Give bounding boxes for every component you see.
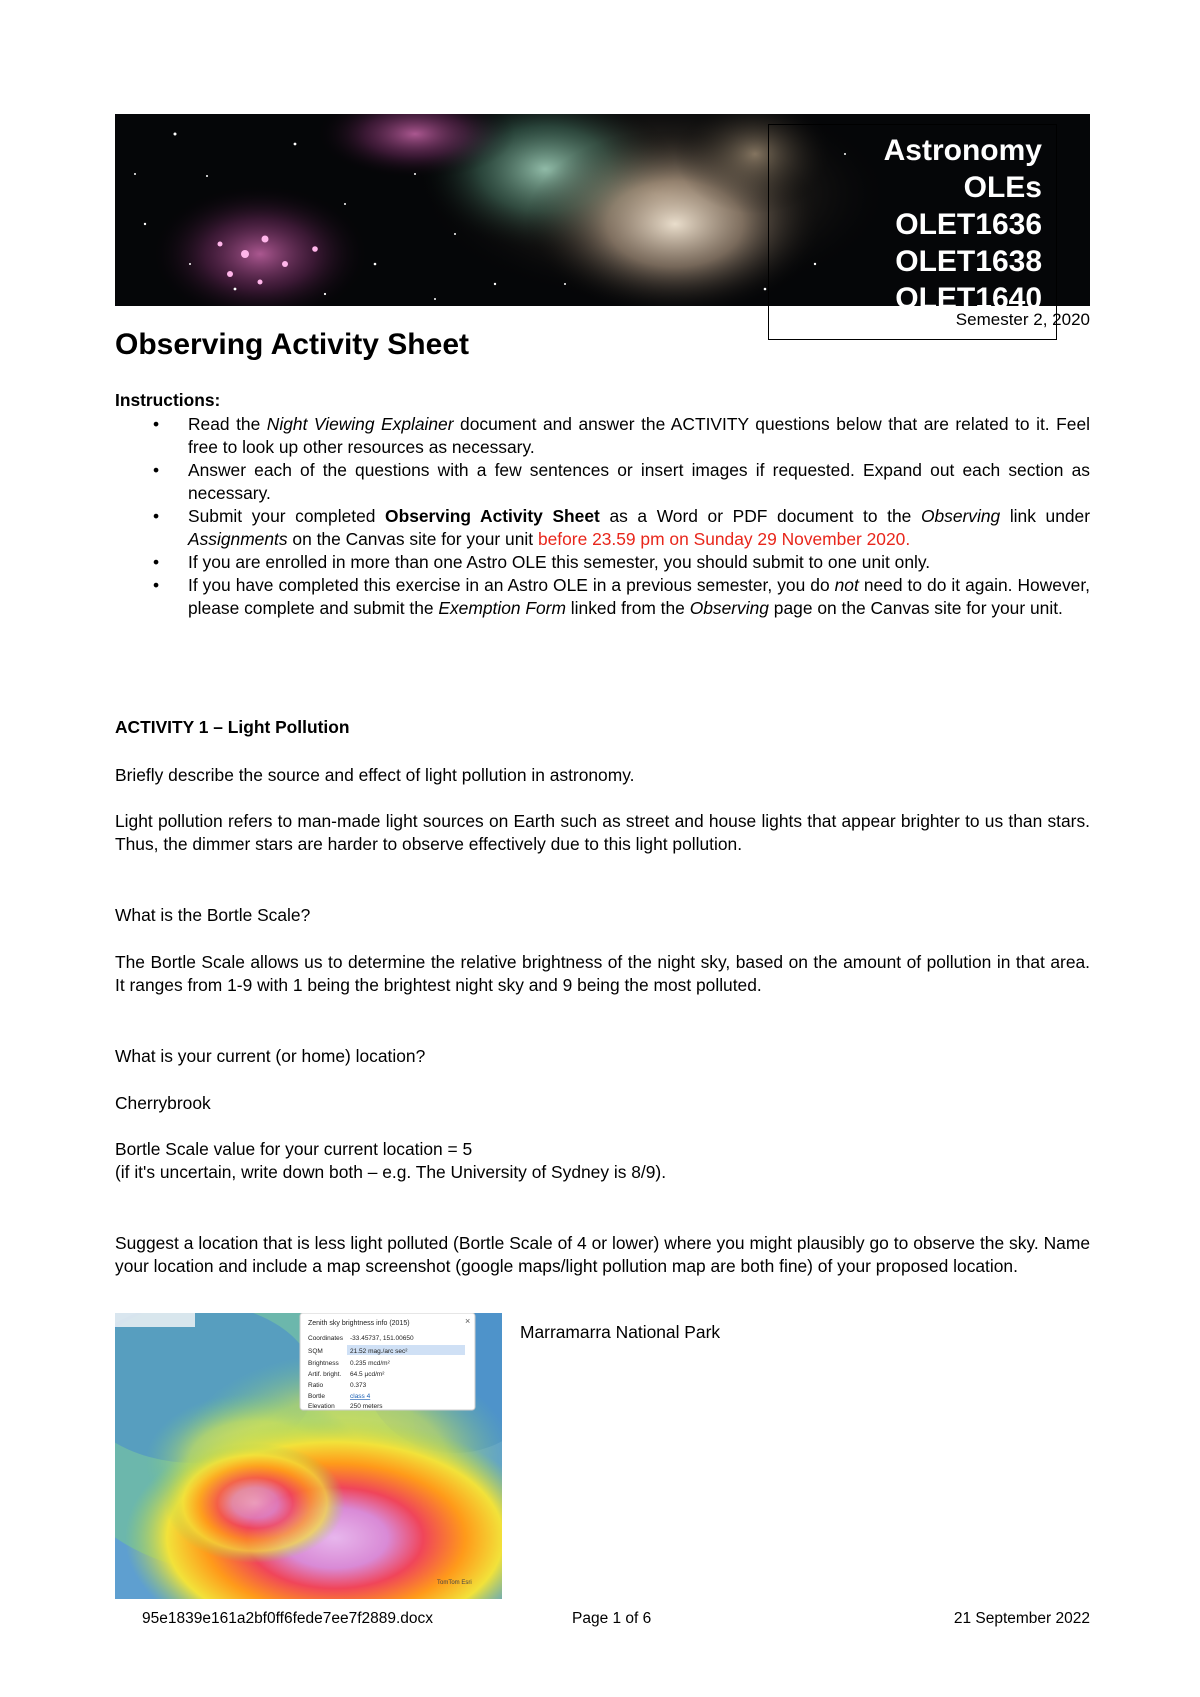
answer-2: The Bortle Scale allows us to determine the relative brightness of the night sky, based on the amount of pollution in that area. It ranges from 1-9 with 1 being the brightest night sky and 9 being the most polluted. — [115, 952, 1090, 995]
instruction-item — [115, 505, 1090, 551]
close-icon: × — [465, 1316, 471, 1326]
text-run-bold: Observing Activity Sheet — [385, 506, 600, 526]
bullet-icon: • — [153, 506, 160, 526]
instructions-heading: Instructions: — [115, 390, 221, 410]
map-popup-row-value: 250 meters — [350, 1403, 383, 1410]
map-popup-row-value: 0.373 — [350, 1382, 367, 1389]
text-run: page on the Canvas site for your unit. — [768, 598, 1063, 618]
map-popup-row-label: Bortle — [308, 1393, 325, 1400]
instruction-item — [115, 574, 1090, 620]
text-run: Answer each of the questions with a few sentences or insert images if requested. Expand out each section as necessary. — [188, 460, 1090, 503]
map-popup-row-label: SQM — [308, 1348, 323, 1355]
answer-3: Cherrybrook — [115, 1093, 211, 1113]
map-popup-bortle-link[interactable]: class 4 — [350, 1393, 371, 1400]
text-run: on the Canvas site for your unit — [287, 529, 538, 549]
text-run-italic: Assignments — [188, 529, 288, 549]
answer-4-location: Marramarra National Park — [520, 1322, 721, 1342]
text-run-italic: not — [834, 575, 859, 595]
map-popup-title: Zenith sky brightness info (2015) — [308, 1320, 410, 1327]
text-run: document and answer the ACTIVITY questions below that are related to it. Feel free to look up other resources as necessary. — [188, 414, 1090, 457]
bullet-icon: • — [153, 414, 160, 434]
banner-title — [884, 132, 1042, 308]
map-popup-row-label: Brightness — [308, 1360, 339, 1367]
light-pollution-map-screenshot — [115, 1313, 502, 1599]
page-title: Observing Activity Sheet — [115, 328, 469, 361]
text-run-italic: Observing — [920, 506, 1001, 526]
instructions-list — [115, 413, 1090, 620]
banner-title-line: OLET1636 — [895, 208, 1042, 241]
footer-date: 21 September 2022 — [953, 1610, 1090, 1627]
map-watermark: TomTom Esri — [437, 1580, 472, 1586]
map-popup-row-label: Ratio — [308, 1382, 324, 1389]
map-popup-row-label: Coordinates — [308, 1335, 344, 1342]
bortle-value-line: Bortle Scale value for your current location = 5 — [115, 1139, 473, 1159]
bortle-note: (if it's uncertain, write down both – e.g. The University of Sydney is 8/9). — [115, 1162, 667, 1182]
text-run: need to do it again. However, please complete and submit the — [188, 575, 1090, 618]
text-run-italic: Exemption Form — [438, 598, 566, 618]
banner-title-line: OLET1638 — [895, 245, 1042, 278]
bullet-icon: • — [153, 460, 160, 480]
question-3: What is your current (or home) location? — [115, 1046, 426, 1066]
map-popup-row-value: -33.45737, 151.00650 — [350, 1335, 414, 1342]
banner-title-line: OLET1640 — [895, 282, 1042, 308]
answer-1: Light pollution refers to man-made light sources on Earth such as street and house lights that appear brighter to us than stars. Thus, the dimmer stars are harder to observe effectively due to this light pollution. — [115, 811, 1090, 854]
activity-1-heading: ACTIVITY 1 – Light Pollution — [115, 717, 350, 737]
text-run: If you are enrolled in more than one Astro OLE this semester, you should submit to one unit only. — [188, 552, 931, 572]
question-2: What is the Bortle Scale? — [115, 905, 311, 925]
text-run: linked from the — [565, 598, 690, 618]
text-run: as a Word or PDF document to the — [599, 506, 921, 526]
footer-filename: 95e1839e161a2bf0ff6fede7ee7f2889.docx — [142, 1610, 434, 1627]
text-run: Read the — [188, 414, 267, 434]
deadline-text: before 23.59 pm on Sunday 29 November 2020. — [537, 529, 911, 549]
text-run: If you have completed this exercise in an Astro OLE in a previous semester, you do — [188, 575, 835, 595]
banner-title-line: OLEs — [963, 171, 1042, 204]
question-1: Briefly describe the source and effect of light pollution in astronomy. — [115, 765, 635, 785]
footer-page-number: Page 1 of 6 — [572, 1610, 652, 1627]
bullet-icon: • — [153, 575, 160, 595]
instruction-item — [115, 551, 1090, 574]
instruction-item — [115, 413, 1090, 459]
map-popup-row-label: Elevation — [308, 1403, 335, 1410]
semester-label: Semester 2, 2020 — [955, 310, 1090, 329]
map-popup-row-label: Artif. bright. — [308, 1371, 342, 1378]
map-popup-row-value: 64.5 μcd/m² — [350, 1371, 385, 1378]
text-run: link under — [1000, 506, 1091, 526]
text-run-italic: Observing — [689, 598, 769, 618]
question-4: Suggest a location that is less light polluted (Bortle Scale of 4 or lower) where you might plausibly go to observe the sky. Name your location and include a map screenshot (google maps/light pollution map are both fine) of your proposed location. — [115, 1233, 1090, 1276]
instruction-item — [115, 459, 1090, 505]
banner-title-line: Astronomy — [883, 134, 1042, 167]
map-popup-row-value: 21.52 mag./arc sec² — [350, 1348, 408, 1355]
text-run: Submit your completed — [188, 506, 386, 526]
text-run-italic: Night Viewing Explainer — [266, 414, 454, 434]
map-popup-row-value: 0.235 mcd/m² — [350, 1360, 390, 1367]
bullet-icon: • — [153, 552, 160, 572]
